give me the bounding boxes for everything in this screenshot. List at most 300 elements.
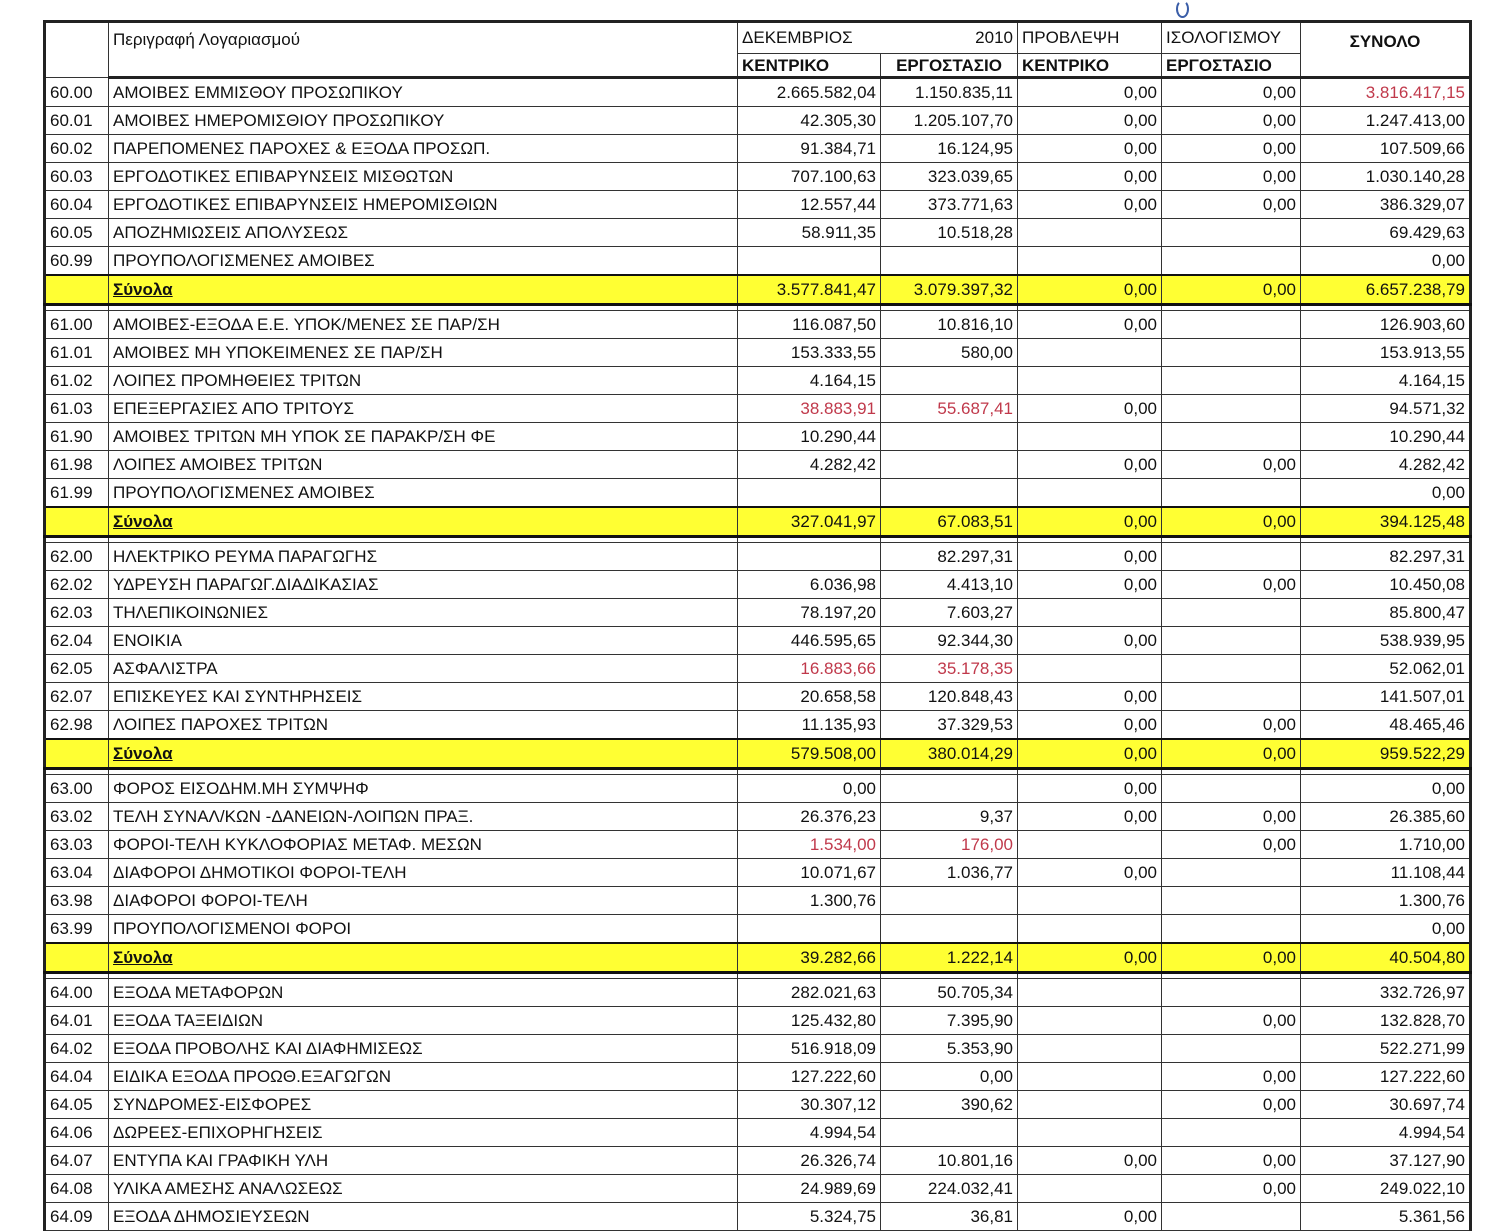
account-code: 61.03 <box>45 395 109 423</box>
account-code: 64.09 <box>45 1203 109 1231</box>
account-code: 60.03 <box>45 163 109 191</box>
factory-amount: 16.124,95 <box>881 135 1018 163</box>
central-amount: 125.432,80 <box>738 1007 881 1035</box>
factory-amount: 580,00 <box>881 339 1018 367</box>
central-amount: 1.300,76 <box>738 887 881 915</box>
factory-amount: 10.518,28 <box>881 219 1018 247</box>
forecast-central-amount: 0,00 <box>1018 803 1162 831</box>
forecast-factory-amount: 0,00 <box>1162 1175 1301 1203</box>
row-total: 0,00 <box>1301 479 1471 508</box>
forecast-central-amount <box>1018 423 1162 451</box>
forecast-central-amount: 0,00 <box>1018 711 1162 740</box>
row-total: 26.385,60 <box>1301 803 1471 831</box>
account-description: ΕΠΕΞΕΡΓΑΣΙΕΣ ΑΠΟ ΤΡΙΤΟΥΣ <box>109 395 738 423</box>
central-amount: 707.100,63 <box>738 163 881 191</box>
forecast-central-amount <box>1018 1119 1162 1147</box>
forecast-central-amount: 0,00 <box>1018 1147 1162 1175</box>
account-description: ΕΞΟΔΑ ΔΗΜΟΣΙΕΥΣΕΩΝ <box>109 1203 738 1231</box>
subtotal-label: Σύνολα <box>109 739 738 769</box>
table-row <box>45 311 1471 339</box>
account-code: 60.04 <box>45 191 109 219</box>
header-description: Περιγραφή Λογαριασμού <box>109 22 738 78</box>
forecast-central-amount: 0,00 <box>1018 859 1162 887</box>
account-description: ΔΙΑΦΟΡΟΙ ΔΗΜΟΤΙΚΟΙ ΦΟΡΟΙ-ΤΕΛΗ <box>109 859 738 887</box>
factory-amount: 9,37 <box>881 803 1018 831</box>
account-code: 62.07 <box>45 683 109 711</box>
central-amount: 1.534,00 <box>738 831 881 859</box>
forecast-factory-amount <box>1162 599 1301 627</box>
account-description: ΕΝΤΥΠΑ ΚΑΙ ΓΡΑΦΙΚΗ ΥΛΗ <box>109 1147 738 1175</box>
account-description: ΠΑΡΕΠΟΜΕΝΕΣ ΠΑΡΟΧΕΣ & ΕΞΟΔΑ ΠΡΟΣΩΠ. <box>109 135 738 163</box>
account-description: ΕΙΔΙΚΑ ΕΞΟΔΑ ΠΡΟΩΘ.ΕΞΑΓΩΓΩΝ <box>109 1063 738 1091</box>
forecast-central-amount <box>1018 1091 1162 1119</box>
table-row <box>45 395 1471 423</box>
row-total: 141.507,01 <box>1301 683 1471 711</box>
central-amount: 30.307,12 <box>738 1091 881 1119</box>
factory-amount: 1.150.835,11 <box>881 78 1018 107</box>
central-amount: 4.164,15 <box>738 367 881 395</box>
blue-pen-mark <box>1176 0 1189 18</box>
table-row <box>45 543 1471 571</box>
factory-amount: 0,00 <box>881 1063 1018 1091</box>
subtotal-forecast-central: 0,00 <box>1018 275 1162 305</box>
forecast-factory-amount <box>1162 543 1301 571</box>
table-row <box>45 1007 1471 1035</box>
forecast-central-amount: 0,00 <box>1018 775 1162 803</box>
table-row <box>45 655 1471 683</box>
forecast-central-amount <box>1018 247 1162 276</box>
subheader-central-2: ΚΕΝΤΡΙΚΟ <box>1018 54 1162 78</box>
table-row <box>45 859 1471 887</box>
table-row <box>45 191 1471 219</box>
forecast-factory-amount: 0,00 <box>1162 1091 1301 1119</box>
account-code: 60.02 <box>45 135 109 163</box>
account-code: 61.02 <box>45 367 109 395</box>
table-row <box>45 1063 1471 1091</box>
forecast-central-amount: 0,00 <box>1018 135 1162 163</box>
account-description: ΔΙΑΦΟΡΟΙ ΦΟΡΟΙ-ΤΕΛΗ <box>109 887 738 915</box>
account-code: 63.98 <box>45 887 109 915</box>
subtotal-forecast-factory: 0,00 <box>1162 943 1301 973</box>
subheader-factory-1: ΕΡΓΟΣΤΑΣΙΟ <box>881 54 1018 78</box>
account-code: 61.90 <box>45 423 109 451</box>
subtotal-label: Σύνολα <box>109 943 738 973</box>
table-row <box>45 451 1471 479</box>
central-amount: 2.665.582,04 <box>738 78 881 107</box>
central-amount: 4.282,42 <box>738 451 881 479</box>
account-description: ΕΞΟΔΑ ΤΑΞΕΙΔΙΩΝ <box>109 1007 738 1035</box>
table-row <box>45 1119 1471 1147</box>
table-row <box>45 247 1471 276</box>
account-description: ΕΡΓΟΔΟΤΙΚΕΣ ΕΠΙΒΑΡΥΝΣΕΙΣ ΜΙΣΘΩΤΩΝ <box>109 163 738 191</box>
table-row <box>45 599 1471 627</box>
factory-amount <box>881 423 1018 451</box>
central-amount: 16.883,66 <box>738 655 881 683</box>
forecast-central-amount <box>1018 1035 1162 1063</box>
forecast-central-amount <box>1018 219 1162 247</box>
subtotal-forecast-factory: 0,00 <box>1162 739 1301 769</box>
row-total: 522.271,99 <box>1301 1035 1471 1063</box>
forecast-factory-amount: 0,00 <box>1162 191 1301 219</box>
table-row <box>45 479 1471 508</box>
header-row <box>45 22 1471 54</box>
account-description: ΤΗΛΕΠΙΚΟΙΝΩΝΙΕΣ <box>109 599 738 627</box>
central-amount: 127.222,60 <box>738 1063 881 1091</box>
account-description: ΑΠΟΖΗΜΙΩΣΕΙΣ ΑΠΟΛΥΣΕΩΣ <box>109 219 738 247</box>
forecast-factory-amount <box>1162 627 1301 655</box>
account-code: 64.06 <box>45 1119 109 1147</box>
table-row <box>45 571 1471 599</box>
factory-amount: 120.848,43 <box>881 683 1018 711</box>
account-description: ΠΡΟΥΠΟΛΟΓΙΣΜΕΝΟΙ ΦΟΡΟΙ <box>109 915 738 944</box>
row-total: 4.994,54 <box>1301 1119 1471 1147</box>
subtotal-total: 394.125,48 <box>1301 507 1471 537</box>
subtotal-factory: 380.014,29 <box>881 739 1018 769</box>
factory-amount: 7.603,27 <box>881 599 1018 627</box>
account-description: ΠΡΟΥΠΟΛΟΓΙΣΜΕΝΕΣ ΑΜΟΙΒΕΣ <box>109 479 738 508</box>
forecast-factory-amount <box>1162 683 1301 711</box>
subtotal-factory: 67.083,51 <box>881 507 1018 537</box>
forecast-factory-amount <box>1162 1119 1301 1147</box>
forecast-central-amount: 0,00 <box>1018 543 1162 571</box>
forecast-factory-amount: 0,00 <box>1162 1007 1301 1035</box>
forecast-central-amount <box>1018 831 1162 859</box>
forecast-factory-amount <box>1162 367 1301 395</box>
account-code: 64.05 <box>45 1091 109 1119</box>
account-description: ΣΥΝΔΡΟΜΕΣ-ΕΙΣΦΟΡΕΣ <box>109 1091 738 1119</box>
factory-amount <box>881 1119 1018 1147</box>
forecast-factory-amount: 0,00 <box>1162 571 1301 599</box>
row-total: 10.450,08 <box>1301 571 1471 599</box>
table-row <box>45 107 1471 135</box>
row-total: 249.022,10 <box>1301 1175 1471 1203</box>
central-amount: 282.021,63 <box>738 979 881 1007</box>
subtotal-label: Σύνολα <box>109 507 738 537</box>
account-code: 61.00 <box>45 311 109 339</box>
forecast-central-amount <box>1018 979 1162 1007</box>
header-forecast: ΠΡΟΒΛΕΨΗ <box>1018 22 1162 54</box>
subtotal-row <box>45 943 1471 973</box>
factory-amount <box>881 775 1018 803</box>
subtotal-code <box>45 507 109 537</box>
row-total: 386.329,07 <box>1301 191 1471 219</box>
forecast-factory-amount <box>1162 219 1301 247</box>
table-row <box>45 1091 1471 1119</box>
account-description: ΑΜΟΙΒΕΣ-ΕΞΟΔΑ Ε.Ε. ΥΠΟΚ/ΜΕΝΕΣ ΣΕ ΠΑΡ/ΣΗ <box>109 311 738 339</box>
account-description: ΠΡΟΥΠΟΛΟΓΙΣΜΕΝΕΣ ΑΜΟΙΒΕΣ <box>109 247 738 276</box>
forecast-central-amount: 0,00 <box>1018 163 1162 191</box>
subtotal-forecast-factory: 0,00 <box>1162 275 1301 305</box>
central-amount: 11.135,93 <box>738 711 881 740</box>
forecast-factory-amount <box>1162 311 1301 339</box>
central-amount: 58.911,35 <box>738 219 881 247</box>
account-code: 63.99 <box>45 915 109 944</box>
table-row <box>45 78 1471 107</box>
row-total: 4.282,42 <box>1301 451 1471 479</box>
forecast-factory-amount: 0,00 <box>1162 1147 1301 1175</box>
subtotal-forecast-central: 0,00 <box>1018 507 1162 537</box>
table-row <box>45 1175 1471 1203</box>
forecast-factory-amount <box>1162 979 1301 1007</box>
central-amount: 42.305,30 <box>738 107 881 135</box>
row-total: 132.828,70 <box>1301 1007 1471 1035</box>
account-description: ΦΟΡΟΣ ΕΙΣΟΔΗΜ.ΜΗ ΣΥΜΨΗΦ <box>109 775 738 803</box>
account-code: 60.00 <box>45 78 109 107</box>
account-code: 64.02 <box>45 1035 109 1063</box>
row-total: 332.726,97 <box>1301 979 1471 1007</box>
forecast-factory-amount <box>1162 887 1301 915</box>
subtotal-factory: 3.079.397,32 <box>881 275 1018 305</box>
forecast-factory-amount <box>1162 247 1301 276</box>
header-year: 2010 <box>975 28 1013 47</box>
forecast-central-amount: 0,00 <box>1018 627 1162 655</box>
table-row <box>45 367 1471 395</box>
forecast-central-amount: 0,00 <box>1018 451 1162 479</box>
table-row <box>45 1147 1471 1175</box>
table-row <box>45 683 1471 711</box>
subtotal-code <box>45 739 109 769</box>
row-total: 10.290,44 <box>1301 423 1471 451</box>
central-amount: 153.333,55 <box>738 339 881 367</box>
account-code: 62.05 <box>45 655 109 683</box>
account-description: ΛΟΙΠΕΣ ΑΜΟΙΒΕΣ ΤΡΙΤΩΝ <box>109 451 738 479</box>
forecast-factory-amount: 0,00 <box>1162 831 1301 859</box>
subtotal-total: 959.522,29 <box>1301 739 1471 769</box>
header-total: ΣΥΝΟΛΟ <box>1301 22 1471 78</box>
central-amount: 116.087,50 <box>738 311 881 339</box>
row-total: 1.710,00 <box>1301 831 1471 859</box>
account-description: ΤΕΛΗ ΣΥΝΑΛ/ΚΩΝ -ΔΑΝΕΙΩΝ-ΛΟΙΠΩΝ ΠΡΑΞ. <box>109 803 738 831</box>
forecast-central-amount <box>1018 887 1162 915</box>
central-amount: 24.989,69 <box>738 1175 881 1203</box>
row-total: 5.361,56 <box>1301 1203 1471 1231</box>
forecast-central-amount: 0,00 <box>1018 395 1162 423</box>
subtotal-row <box>45 739 1471 769</box>
central-amount <box>738 247 881 276</box>
factory-amount: 10.816,10 <box>881 311 1018 339</box>
account-code: 62.04 <box>45 627 109 655</box>
factory-amount <box>881 367 1018 395</box>
account-code: 60.01 <box>45 107 109 135</box>
forecast-central-amount <box>1018 915 1162 944</box>
account-code: 62.98 <box>45 711 109 740</box>
table-row <box>45 831 1471 859</box>
account-description: ΛΟΙΠΕΣ ΠΡΟΜΗΘΕΙΕΣ ΤΡΙΤΩΝ <box>109 367 738 395</box>
header-balance: ΙΣΟΛΟΓΙΣΜΟΥ <box>1162 22 1301 54</box>
subtotal-central: 39.282,66 <box>738 943 881 973</box>
account-code: 60.99 <box>45 247 109 276</box>
central-amount: 91.384,71 <box>738 135 881 163</box>
factory-amount: 390,62 <box>881 1091 1018 1119</box>
account-code: 62.00 <box>45 543 109 571</box>
account-description: ΥΔΡΕΥΣΗ ΠΑΡΑΓΩΓ.ΔΙΑΔΙΚΑΣΙΑΣ <box>109 571 738 599</box>
central-amount: 516.918,09 <box>738 1035 881 1063</box>
row-total: 153.913,55 <box>1301 339 1471 367</box>
factory-amount: 50.705,34 <box>881 979 1018 1007</box>
account-sheet <box>43 20 1469 1231</box>
row-total: 48.465,46 <box>1301 711 1471 740</box>
table-row <box>45 163 1471 191</box>
subheader-central-1: ΚΕΝΤΡΙΚΟ <box>738 54 881 78</box>
forecast-factory-amount <box>1162 1035 1301 1063</box>
central-amount: 20.658,58 <box>738 683 881 711</box>
forecast-central-amount <box>1018 1007 1162 1035</box>
forecast-factory-amount <box>1162 915 1301 944</box>
forecast-factory-amount: 0,00 <box>1162 1063 1301 1091</box>
account-code: 63.03 <box>45 831 109 859</box>
forecast-factory-amount: 0,00 <box>1162 803 1301 831</box>
account-code: 61.99 <box>45 479 109 508</box>
subtotal-code <box>45 943 109 973</box>
row-total: 94.571,32 <box>1301 395 1471 423</box>
account-description: ΕΠΙΣΚΕΥΕΣ ΚΑΙ ΣΥΝΤΗΡΗΣΕΙΣ <box>109 683 738 711</box>
table-row <box>45 979 1471 1007</box>
account-code: 62.03 <box>45 599 109 627</box>
row-total: 0,00 <box>1301 775 1471 803</box>
factory-amount <box>881 451 1018 479</box>
row-total: 0,00 <box>1301 915 1471 944</box>
factory-amount <box>881 247 1018 276</box>
forecast-central-amount <box>1018 1063 1162 1091</box>
table-row <box>45 1035 1471 1063</box>
subtotal-forecast-central: 0,00 <box>1018 739 1162 769</box>
account-code: 64.04 <box>45 1063 109 1091</box>
subtotal-label: Σύνολα <box>109 275 738 305</box>
subtotal-central: 3.577.841,47 <box>738 275 881 305</box>
account-description: ΑΜΟΙΒΕΣ ΜΗ ΥΠΟΚΕΙΜΕΝΕΣ ΣΕ ΠΑΡ/ΣΗ <box>109 339 738 367</box>
account-description: ΕΞΟΔΑ ΜΕΤΑΦΟΡΩΝ <box>109 979 738 1007</box>
factory-amount: 1.036,77 <box>881 859 1018 887</box>
table-row <box>45 339 1471 367</box>
account-description: ΕΝΟΙΚΙΑ <box>109 627 738 655</box>
row-total: 11.108,44 <box>1301 859 1471 887</box>
factory-amount: 36,81 <box>881 1203 1018 1231</box>
factory-amount <box>881 915 1018 944</box>
forecast-central-amount <box>1018 339 1162 367</box>
factory-amount: 373.771,63 <box>881 191 1018 219</box>
forecast-factory-amount <box>1162 479 1301 508</box>
central-amount <box>738 915 881 944</box>
factory-amount: 1.205.107,70 <box>881 107 1018 135</box>
account-code: 61.98 <box>45 451 109 479</box>
central-amount <box>738 543 881 571</box>
row-total: 37.127,90 <box>1301 1147 1471 1175</box>
forecast-factory-amount: 0,00 <box>1162 711 1301 740</box>
account-code: 64.01 <box>45 1007 109 1035</box>
subtotal-factory: 1.222,14 <box>881 943 1018 973</box>
central-amount: 78.197,20 <box>738 599 881 627</box>
central-amount: 10.071,67 <box>738 859 881 887</box>
central-amount: 12.557,44 <box>738 191 881 219</box>
row-total: 1.300,76 <box>1301 887 1471 915</box>
table-row <box>45 775 1471 803</box>
factory-amount: 10.801,16 <box>881 1147 1018 1175</box>
account-code: 64.08 <box>45 1175 109 1203</box>
account-code: 60.05 <box>45 219 109 247</box>
factory-amount <box>881 887 1018 915</box>
factory-amount: 37.329,53 <box>881 711 1018 740</box>
row-total: 85.800,47 <box>1301 599 1471 627</box>
account-description: ΦΟΡΟΙ-ΤΕΛΗ ΚΥΚΛΟΦΟΡΙΑΣ ΜΕΤΑΦ. ΜΕΣΩΝ <box>109 831 738 859</box>
forecast-factory-amount: 0,00 <box>1162 135 1301 163</box>
forecast-central-amount: 0,00 <box>1018 78 1162 107</box>
subtotal-forecast-central: 0,00 <box>1018 943 1162 973</box>
row-total: 127.222,60 <box>1301 1063 1471 1091</box>
row-total: 1.247.413,00 <box>1301 107 1471 135</box>
table-row <box>45 135 1471 163</box>
table-row <box>45 219 1471 247</box>
account-description: ΑΜΟΙΒΕΣ ΕΜΜΙΣΘΟΥ ΠΡΟΣΩΠΙΚΟΥ <box>109 78 738 107</box>
forecast-factory-amount <box>1162 395 1301 423</box>
header-month: ΔΕΚΕΜΒΡΙΟΣ <box>742 28 853 47</box>
forecast-central-amount: 0,00 <box>1018 683 1162 711</box>
header-month-year <box>738 22 1018 54</box>
subtotal-central: 327.041,97 <box>738 507 881 537</box>
forecast-central-amount: 0,00 <box>1018 191 1162 219</box>
table-row <box>45 711 1471 740</box>
account-description: ΛΟΙΠΕΣ ΠΑΡΟΧΕΣ ΤΡΙΤΩΝ <box>109 711 738 740</box>
factory-amount: 224.032,41 <box>881 1175 1018 1203</box>
table-row <box>45 915 1471 944</box>
factory-amount: 4.413,10 <box>881 571 1018 599</box>
forecast-factory-amount <box>1162 423 1301 451</box>
account-description: ΔΩΡΕΕΣ-ΕΠΙΧΟΡΗΓΗΣΕΙΣ <box>109 1119 738 1147</box>
row-total: 1.030.140,28 <box>1301 163 1471 191</box>
row-total: 4.164,15 <box>1301 367 1471 395</box>
subtotal-total: 40.504,80 <box>1301 943 1471 973</box>
factory-amount: 7.395,90 <box>881 1007 1018 1035</box>
account-code: 64.00 <box>45 979 109 1007</box>
account-description: ΑΜΟΙΒΕΣ ΗΜΕΡΟΜΙΣΘΙΟΥ ΠΡΟΣΩΠΙΚΟΥ <box>109 107 738 135</box>
forecast-central-amount: 0,00 <box>1018 1203 1162 1231</box>
row-total: 0,00 <box>1301 247 1471 276</box>
row-total: 538.939,95 <box>1301 627 1471 655</box>
header-code-cell <box>45 22 109 78</box>
central-amount: 38.883,91 <box>738 395 881 423</box>
forecast-central-amount <box>1018 1175 1162 1203</box>
forecast-factory-amount <box>1162 1203 1301 1231</box>
table-row <box>45 1203 1471 1231</box>
subheader-factory-2: ΕΡΓΟΣΤΑΣΙΟ <box>1162 54 1301 78</box>
central-amount: 10.290,44 <box>738 423 881 451</box>
forecast-central-amount: 0,00 <box>1018 107 1162 135</box>
row-total: 107.509,66 <box>1301 135 1471 163</box>
subtotal-total: 6.657.238,79 <box>1301 275 1471 305</box>
table-row <box>45 887 1471 915</box>
forecast-central-amount <box>1018 479 1162 508</box>
factory-amount: 5.353,90 <box>881 1035 1018 1063</box>
account-description: ΕΡΓΟΔΟΤΙΚΕΣ ΕΠΙΒΑΡΥΝΣΕΙΣ ΗΜΕΡΟΜΙΣΘΙΩΝ <box>109 191 738 219</box>
forecast-central-amount: 0,00 <box>1018 311 1162 339</box>
subtotal-row <box>45 507 1471 537</box>
forecast-factory-amount <box>1162 859 1301 887</box>
forecast-factory-amount: 0,00 <box>1162 163 1301 191</box>
account-code: 61.01 <box>45 339 109 367</box>
forecast-factory-amount: 0,00 <box>1162 451 1301 479</box>
central-amount: 5.324,75 <box>738 1203 881 1231</box>
factory-amount: 82.297,31 <box>881 543 1018 571</box>
account-code: 64.07 <box>45 1147 109 1175</box>
row-total: 69.429,63 <box>1301 219 1471 247</box>
subtotal-forecast-factory: 0,00 <box>1162 507 1301 537</box>
table-row <box>45 627 1471 655</box>
central-amount: 0,00 <box>738 775 881 803</box>
forecast-central-amount <box>1018 599 1162 627</box>
central-amount: 6.036,98 <box>738 571 881 599</box>
row-total: 3.816.417,15 <box>1301 78 1471 107</box>
table-row <box>45 423 1471 451</box>
central-amount <box>738 479 881 508</box>
